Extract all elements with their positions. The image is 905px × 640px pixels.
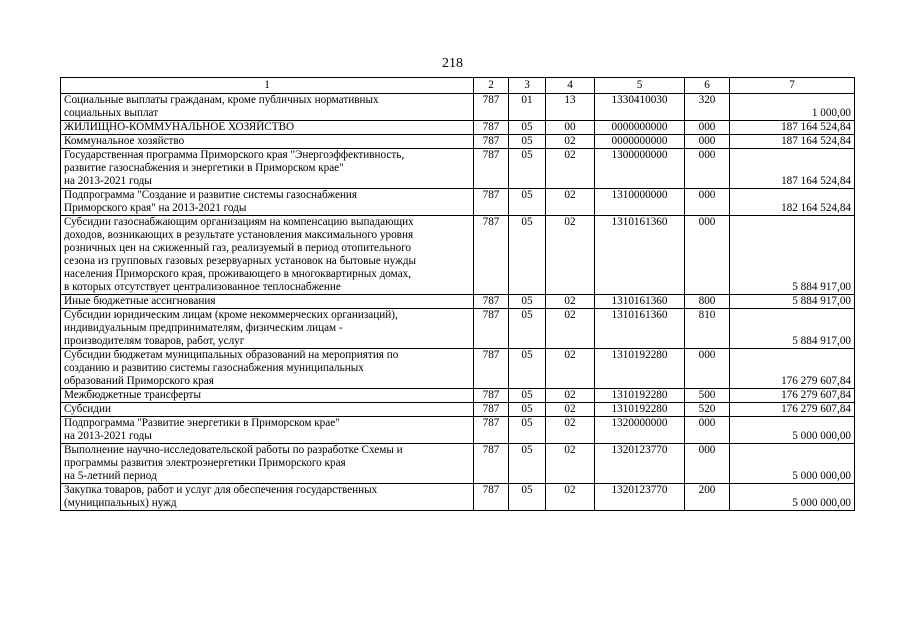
row-code-admin: 787 — [474, 349, 509, 389]
row-code-target: 0000000000 — [595, 135, 685, 149]
row-code-admin: 787 — [474, 135, 509, 149]
row-amount: 5 000 000,00 — [730, 417, 855, 444]
row-amount: 5 884 917,00 — [730, 309, 855, 349]
row-amount: 5 884 917,00 — [730, 295, 855, 309]
page-number: 218 — [442, 56, 463, 71]
row-code-expense-type: 200 — [685, 484, 730, 511]
row-name: Межбюджетные трансферты — [61, 389, 474, 403]
header-cell: 5 — [595, 78, 685, 94]
row-code-target: 1310192280 — [595, 403, 685, 417]
row-name: Субсидии — [61, 403, 474, 417]
row-code-expense-type: 320 — [685, 94, 730, 121]
table-header-row — [61, 78, 855, 94]
row-code-section: 05 — [509, 349, 546, 389]
row-code-expense-type: 000 — [685, 121, 730, 135]
row-code-admin: 787 — [474, 403, 509, 417]
row-code-expense-type: 800 — [685, 295, 730, 309]
table-row — [61, 94, 855, 121]
table-row — [61, 216, 855, 295]
row-code-section: 05 — [509, 309, 546, 349]
row-code-section: 05 — [509, 389, 546, 403]
row-code-admin: 787 — [474, 94, 509, 121]
row-code-section: 05 — [509, 403, 546, 417]
row-code-target: 1320123770 — [595, 484, 685, 511]
row-name: Подпрограмма "Развитие энергетики в Приморском крае" на 2013-2021 годы — [61, 417, 474, 444]
row-name: Выполнение научно-исследовательской работы по разработке Схемы и программы развития электроэнергетики Приморского края на 5-летний период — [61, 444, 474, 484]
row-code-admin: 787 — [474, 295, 509, 309]
table-row — [61, 484, 855, 511]
row-code-admin: 787 — [474, 189, 509, 216]
row-name: Субсидии газоснабжающим организациям на компенсацию выпадающих доходов, возникающих в результате установления максимального уровня розничных цен на сжиженный газ, реализуемый в период отопительного сезона из групповых газовых резервуарных установок на бытовые нужды населения Приморского края, проживающего в многоквартирных домах, в которых отсутствует централизованное теплоснабжение — [61, 216, 474, 295]
row-code-expense-type: 000 — [685, 349, 730, 389]
row-amount: 5 884 917,00 — [730, 216, 855, 295]
table-row — [61, 403, 855, 417]
row-code-expense-type: 500 — [685, 389, 730, 403]
row-code-section: 05 — [509, 121, 546, 135]
row-code-expense-type: 000 — [685, 417, 730, 444]
row-name: Государственная программа Приморского края "Энергоэффективность, развитие газоснабжения и энергетики в Приморском крае" на 2013-2021 годы — [61, 149, 474, 189]
row-code-target: 1320123770 — [595, 444, 685, 484]
row-code-section: 05 — [509, 295, 546, 309]
row-amount: 176 279 607,84 — [730, 389, 855, 403]
row-code-admin: 787 — [474, 149, 509, 189]
row-code-section: 05 — [509, 417, 546, 444]
row-amount: 176 279 607,84 — [730, 349, 855, 389]
row-code-subsection: 02 — [546, 444, 595, 484]
row-code-expense-type: 000 — [685, 444, 730, 484]
row-code-subsection: 00 — [546, 121, 595, 135]
row-code-target: 1310161360 — [595, 216, 685, 295]
table-row — [61, 189, 855, 216]
row-name: Иные бюджетные ассигнования — [61, 295, 474, 309]
row-amount: 187 164 524,84 — [730, 135, 855, 149]
row-code-section: 05 — [509, 216, 546, 295]
row-name: Субсидии юридическим лицам (кроме некоммерческих организаций), индивидуальным предпринимателям, физическим лицам - производителям товаров, работ, услуг — [61, 309, 474, 349]
row-name: Субсидии бюджетам муниципальных образований на мероприятия по созданию и развитию системы газоснабжения муниципальных образований Приморского края — [61, 349, 474, 389]
row-code-subsection: 02 — [546, 189, 595, 216]
row-code-subsection: 02 — [546, 484, 595, 511]
budget-table — [60, 77, 855, 511]
row-code-admin: 787 — [474, 309, 509, 349]
row-code-subsection: 02 — [546, 309, 595, 349]
row-code-target: 0000000000 — [595, 121, 685, 135]
row-code-target: 1320000000 — [595, 417, 685, 444]
table-row — [61, 121, 855, 135]
table-body — [61, 94, 855, 511]
row-code-admin: 787 — [474, 216, 509, 295]
row-code-section: 05 — [509, 135, 546, 149]
row-code-subsection: 02 — [546, 216, 595, 295]
row-code-target: 1300000000 — [595, 149, 685, 189]
row-code-target: 1310192280 — [595, 389, 685, 403]
row-code-subsection: 02 — [546, 295, 595, 309]
row-code-subsection: 02 — [546, 403, 595, 417]
header-cell: 4 — [546, 78, 595, 94]
table-row — [61, 295, 855, 309]
row-code-subsection: 02 — [546, 389, 595, 403]
row-code-subsection: 02 — [546, 349, 595, 389]
row-code-expense-type: 000 — [685, 149, 730, 189]
row-code-section: 05 — [509, 484, 546, 511]
row-code-expense-type: 000 — [685, 189, 730, 216]
row-code-subsection: 02 — [546, 417, 595, 444]
table-row — [61, 309, 855, 349]
row-amount: 1 000,00 — [730, 94, 855, 121]
row-code-subsection: 02 — [546, 149, 595, 189]
row-code-expense-type: 520 — [685, 403, 730, 417]
row-name: Закупка товаров, работ и услуг для обеспечения государственных (муниципальных) нужд — [61, 484, 474, 511]
header-cell: 2 — [474, 78, 509, 94]
row-name: Коммунальное хозяйство — [61, 135, 474, 149]
row-code-section: 01 — [509, 94, 546, 121]
row-amount: 5 000 000,00 — [730, 444, 855, 484]
row-code-expense-type: 810 — [685, 309, 730, 349]
row-amount: 187 164 524,84 — [730, 149, 855, 189]
row-code-target: 1310000000 — [595, 189, 685, 216]
row-code-admin: 787 — [474, 484, 509, 511]
table-row — [61, 149, 855, 189]
header-cell: 7 — [730, 78, 855, 94]
row-code-subsection: 02 — [546, 135, 595, 149]
table-row — [61, 135, 855, 149]
row-code-target: 1310192280 — [595, 349, 685, 389]
table-row — [61, 417, 855, 444]
table-row — [61, 389, 855, 403]
row-amount: 187 164 524,84 — [730, 121, 855, 135]
row-code-admin: 787 — [474, 417, 509, 444]
row-name: Подпрограмма "Создание и развитие системы газоснабжения Приморского края" на 2013-2021 годы — [61, 189, 474, 216]
table-row — [61, 444, 855, 484]
row-amount: 182 164 524,84 — [730, 189, 855, 216]
row-code-target: 1310161360 — [595, 295, 685, 309]
header-cell: 1 — [61, 78, 474, 94]
row-amount: 5 000 000,00 — [730, 484, 855, 511]
row-code-subsection: 13 — [546, 94, 595, 121]
row-code-target: 1310161360 — [595, 309, 685, 349]
row-code-admin: 787 — [474, 444, 509, 484]
row-code-admin: 787 — [474, 389, 509, 403]
row-amount: 176 279 607,84 — [730, 403, 855, 417]
header-cell: 3 — [509, 78, 546, 94]
row-code-target: 1330410030 — [595, 94, 685, 121]
row-name: ЖИЛИЩНО-КОММУНАЛЬНОЕ ХОЗЯЙСТВО — [61, 121, 474, 135]
row-code-admin: 787 — [474, 121, 509, 135]
table-row — [61, 349, 855, 389]
header-cell: 6 — [685, 78, 730, 94]
row-code-section: 05 — [509, 189, 546, 216]
row-code-expense-type: 000 — [685, 216, 730, 295]
row-code-section: 05 — [509, 149, 546, 189]
row-code-expense-type: 000 — [685, 135, 730, 149]
row-name: Социальные выплаты гражданам, кроме публичных нормативных социальных выплат — [61, 94, 474, 121]
row-code-section: 05 — [509, 444, 546, 484]
